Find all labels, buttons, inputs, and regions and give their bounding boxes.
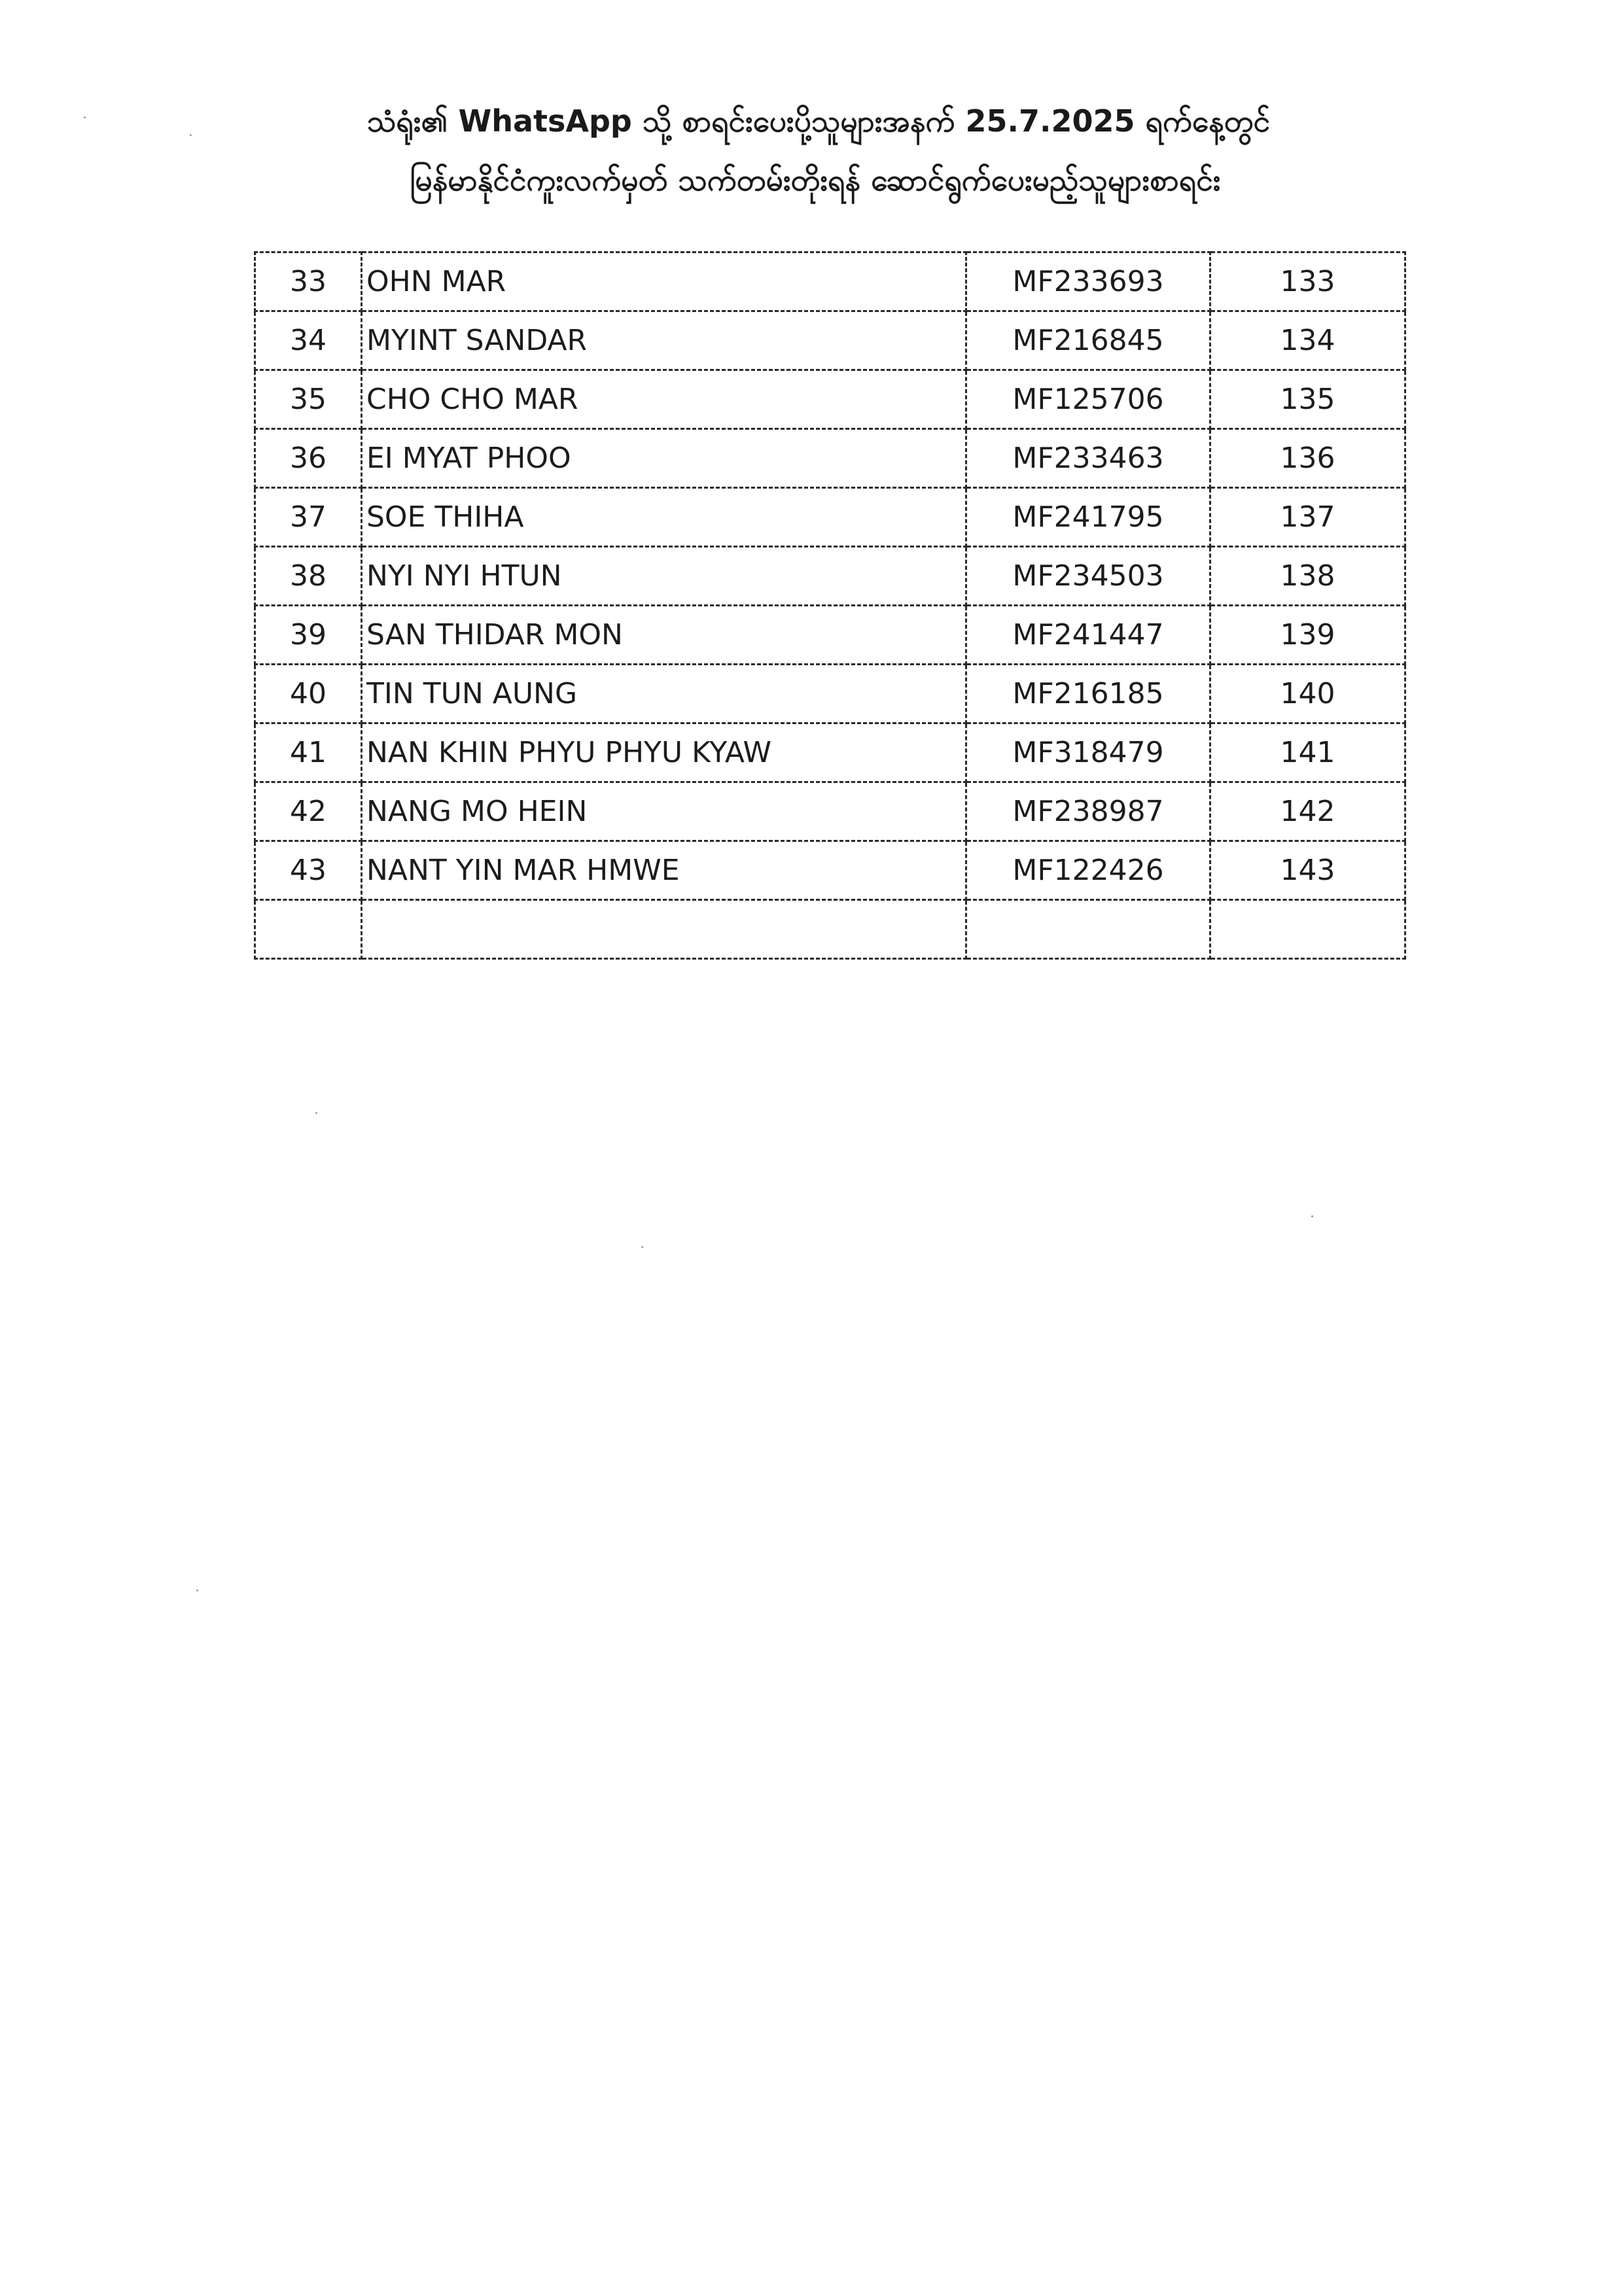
sequence-number: 134 (1210, 311, 1405, 370)
sequence-number (1210, 900, 1405, 959)
title-line-2: မြန်မာနိုင်ငံကူးလက်မှတ် သက်တမ်းတိုးရန် ဆောင်ရွက်ပေးမည့်သူများစာရင်း (410, 162, 1221, 198)
person-name: SOE THIHA (362, 488, 966, 547)
table-row (255, 723, 1405, 782)
table-row (255, 606, 1405, 665)
sequence-number: 139 (1210, 606, 1405, 665)
row-number: 43 (255, 841, 362, 900)
row-number: 35 (255, 370, 362, 429)
passport-number: MF318479 (966, 723, 1210, 782)
scan-speck (84, 116, 86, 118)
roster-table (254, 251, 1406, 960)
roster-table-body (255, 252, 1405, 959)
sequence-number: 137 (1210, 488, 1405, 547)
title-line-1: သံရုံး၏ WhatsApp သို့ စာရင်းပေးပို့သူများအနက် 25.7.2025 ရက်နေ့တွင် (366, 103, 1271, 139)
table-row (255, 370, 1405, 429)
sequence-number: 142 (1210, 782, 1405, 841)
person-name: NAN KHIN PHYU PHYU KYAW (362, 723, 966, 782)
person-name: MYINT SANDAR (362, 311, 966, 370)
passport-number (966, 900, 1210, 959)
row-number: 40 (255, 665, 362, 723)
passport-number: MF216845 (966, 311, 1210, 370)
passport-number: MF233463 (966, 429, 1210, 488)
table-row (255, 252, 1405, 311)
sequence-number: 133 (1210, 252, 1405, 311)
row-number: 39 (255, 606, 362, 665)
person-name: NANG MO HEIN (362, 782, 966, 841)
passport-number: MF125706 (966, 370, 1210, 429)
passport-number: MF234503 (966, 547, 1210, 606)
scan-speck (641, 1246, 643, 1248)
table-row-empty (255, 900, 1405, 959)
document-title (0, 92, 1624, 209)
person-name: SAN THIDAR MON (362, 606, 966, 665)
table-row (255, 429, 1405, 488)
sequence-number: 143 (1210, 841, 1405, 900)
table-row (255, 665, 1405, 723)
scan-speck (315, 1112, 317, 1114)
person-name: CHO CHO MAR (362, 370, 966, 429)
table-row (255, 841, 1405, 900)
person-name: EI MYAT PHOO (362, 429, 966, 488)
row-number: 42 (255, 782, 362, 841)
row-number: 37 (255, 488, 362, 547)
table-row (255, 311, 1405, 370)
sequence-number: 140 (1210, 665, 1405, 723)
row-number: 41 (255, 723, 362, 782)
row-number: 34 (255, 311, 362, 370)
scan-speck (196, 1590, 198, 1592)
sequence-number: 138 (1210, 547, 1405, 606)
scan-speck (190, 134, 192, 136)
person-name: NYI NYI HTUN (362, 547, 966, 606)
table-row (255, 547, 1405, 606)
person-name (362, 900, 966, 959)
table-row (255, 488, 1405, 547)
table-row (255, 782, 1405, 841)
person-name: TIN TUN AUNG (362, 665, 966, 723)
passport-number: MF241795 (966, 488, 1210, 547)
sequence-number: 135 (1210, 370, 1405, 429)
passport-number: MF216185 (966, 665, 1210, 723)
person-name: NANT YIN MAR HMWE (362, 841, 966, 900)
row-number: 33 (255, 252, 362, 311)
sequence-number: 136 (1210, 429, 1405, 488)
passport-number: MF238987 (966, 782, 1210, 841)
passport-number: MF233693 (966, 252, 1210, 311)
row-number: 38 (255, 547, 362, 606)
sequence-number: 141 (1210, 723, 1405, 782)
row-number: 36 (255, 429, 362, 488)
passport-number: MF241447 (966, 606, 1210, 665)
scan-speck (1311, 1215, 1313, 1217)
person-name: OHN MAR (362, 252, 966, 311)
row-number (255, 900, 362, 959)
passport-number: MF122426 (966, 841, 1210, 900)
